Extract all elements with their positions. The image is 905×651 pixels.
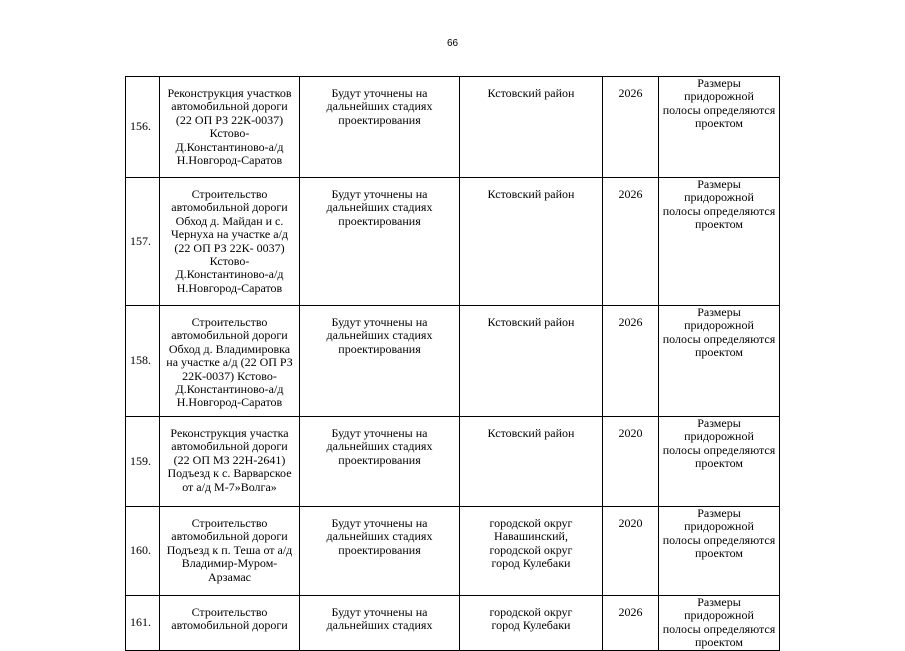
table-row (126, 178, 780, 306)
district: Кстовский район (460, 306, 603, 417)
row-number: 158. (126, 306, 160, 417)
year: 2026 (603, 306, 659, 417)
object-name: Строительство автомобильной дороги (160, 596, 300, 651)
roadside-note: Размеры придорожной полосы определяются проектом (659, 417, 780, 507)
table-row (126, 306, 780, 417)
district: Кстовский район (460, 417, 603, 507)
roads-table (125, 76, 780, 651)
roadside-note: Размеры придорожной полосы определяются проектом (659, 178, 780, 306)
table-row (126, 507, 780, 596)
design-stage: Будут уточнены на дальнейших стадиях проектирования (300, 507, 460, 596)
table-row (126, 77, 780, 178)
table-row (126, 596, 780, 651)
roadside-note: Размеры придорожной полосы определяются проектом (659, 77, 780, 178)
district: городской округ город Кулебаки (460, 596, 603, 651)
roadside-note: Размеры придорожной полосы определяются проектом (659, 306, 780, 417)
year: 2020 (603, 417, 659, 507)
object-name: Реконструкция участков автомобильной дороги (22 ОП РЗ 22К-0037) Кстово- Д.Константиново-а/д Н.Новгород-Саратов (160, 77, 300, 178)
row-number: 156. (126, 77, 160, 178)
district: Кстовский район (460, 178, 603, 306)
row-number: 159. (126, 417, 160, 507)
object-name: Строительство автомобильной дороги Подъезд к п. Теша от а/д Владимир-Муром- Арзамас (160, 507, 300, 596)
row-number: 160. (126, 507, 160, 596)
design-stage: Будут уточнены на дальнейших стадиях проектирования (300, 417, 460, 507)
object-name: Строительство автомобильной дороги Обход д. Владимировка на участке а/д (22 ОП РЗ 22К-0037) Кстово- Д.Константиново-а/д Н.Новгород-Саратов (160, 306, 300, 417)
year: 2020 (603, 507, 659, 596)
roadside-note: Размеры придорожной полосы определяются проектом (659, 507, 780, 596)
district: городской округ Навашинский, городской округ город Кулебаки (460, 507, 603, 596)
year: 2026 (603, 178, 659, 306)
row-number: 161. (126, 596, 160, 651)
design-stage: Будут уточнены на дальнейших стадиях (300, 596, 460, 651)
design-stage: Будут уточнены на дальнейших стадиях проектирования (300, 77, 460, 178)
year: 2026 (603, 77, 659, 178)
district: Кстовский район (460, 77, 603, 178)
design-stage: Будут уточнены на дальнейших стадиях проектирования (300, 306, 460, 417)
page-number: 66 (446, 38, 459, 49)
table-row (126, 417, 780, 507)
object-name: Строительство автомобильной дороги Обход д. Майдан и с. Чернуха на участке а/д (22 ОП РЗ 22К- 0037) Кстово- Д.Константиново-а/д Н.Новгород-Саратов (160, 178, 300, 306)
row-number: 157. (126, 178, 160, 306)
design-stage: Будут уточнены на дальнейших стадиях проектирования (300, 178, 460, 306)
object-name: Реконструкция участка автомобильной дороги (22 ОП МЗ 22Н-2641) Подъезд к с. Варварское от а/д М-7»Волга» (160, 417, 300, 507)
roadside-note: Размеры придорожной полосы определяются проектом (659, 596, 780, 651)
year: 2026 (603, 596, 659, 651)
